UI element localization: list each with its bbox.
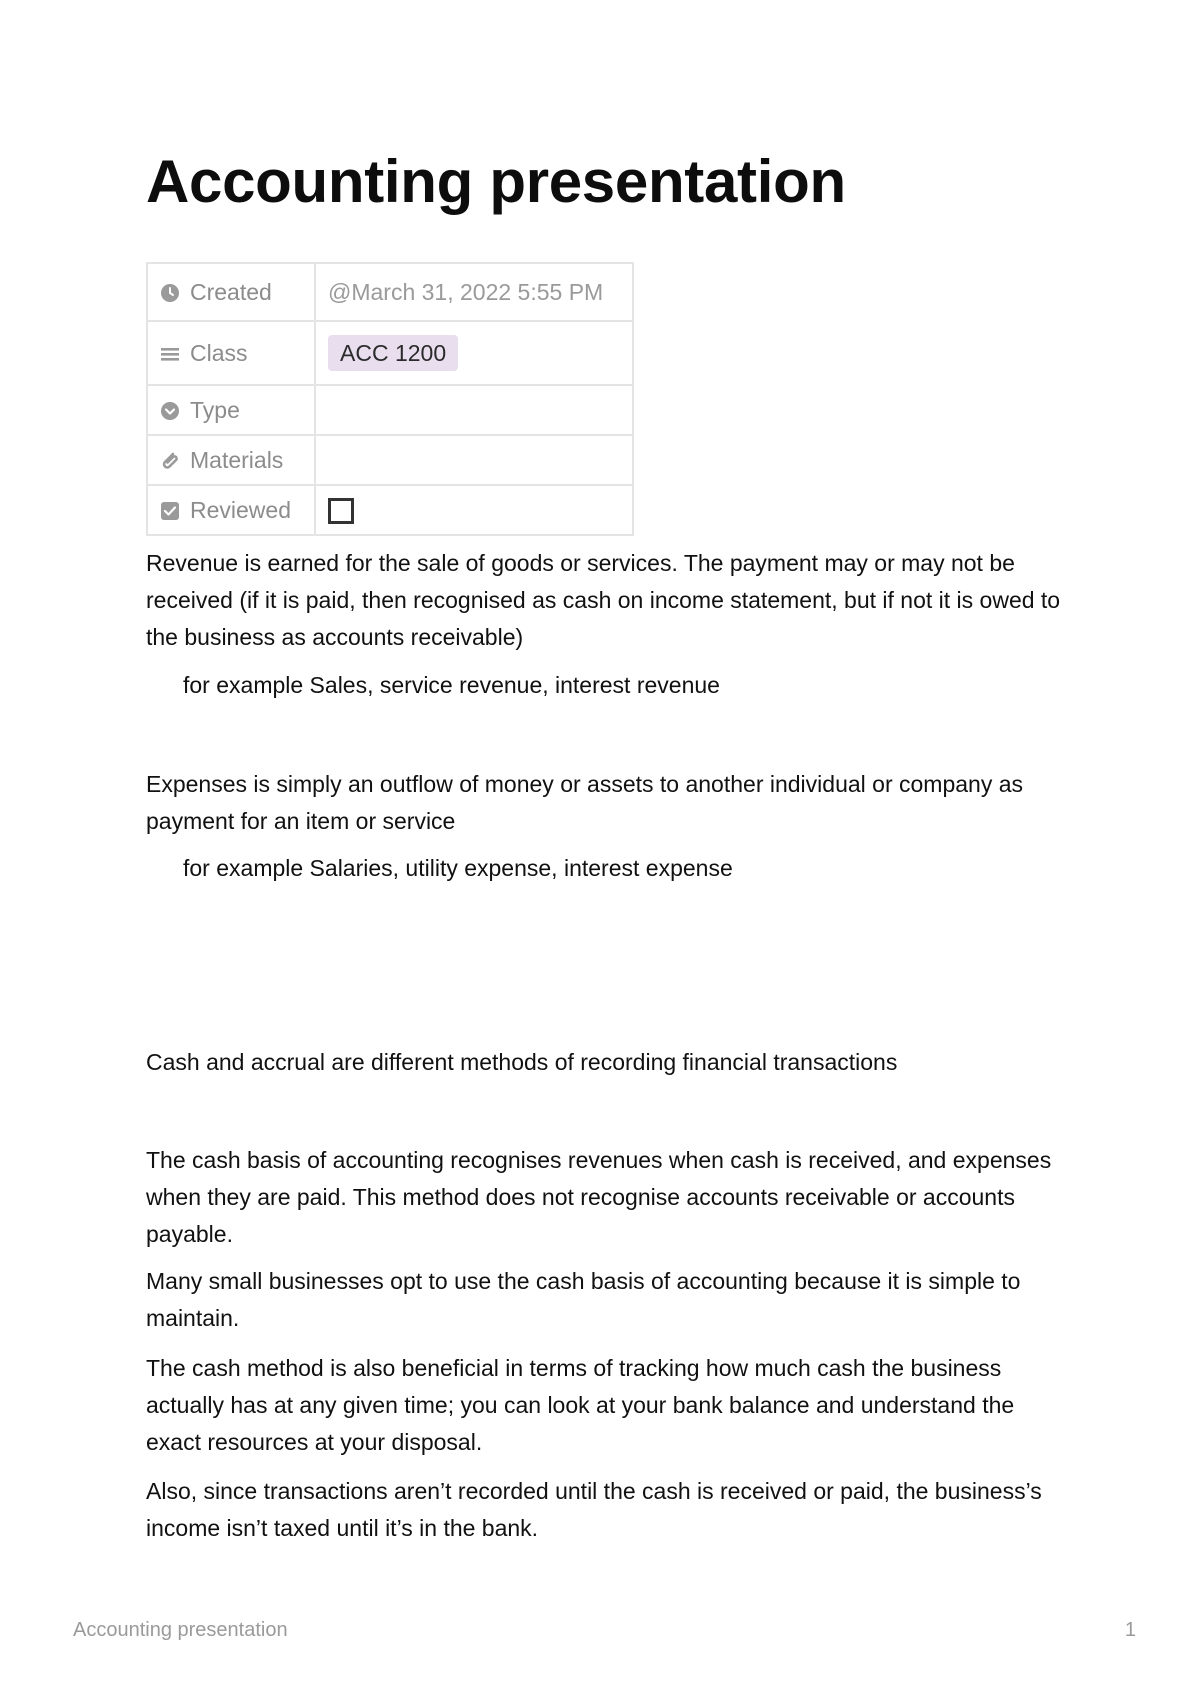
page-title: Accounting presentation	[146, 148, 846, 215]
property-value-materials[interactable]	[315, 435, 633, 485]
property-row-created	[147, 263, 633, 321]
paragraph-cash-accrual: Cash and accrual are different methods of recording financial transactions	[146, 1049, 898, 1075]
property-label: Type	[190, 396, 240, 423]
checkbox-icon	[160, 500, 180, 520]
property-name-created	[147, 263, 315, 321]
paperclip-icon	[160, 450, 180, 470]
paragraph-revenue: Revenue is earned for the sale of goods or services. The payment may or may not be received (if it is paid, then recognised as cash on income statement, but if not it is owed to the business as accounts receivable)	[146, 550, 1061, 650]
paragraph-cash-basis: The cash basis of accounting recognises revenues when cash is received, and expenses when they are paid. This method does not recognise accounts receivable or accounts payable.	[146, 1147, 1052, 1247]
paragraph-taxed: Also, since transactions aren’t recorded until the cash is received or paid, the business’s income isn’t taxed until it’s in the bank.	[146, 1478, 1042, 1541]
list-icon	[160, 343, 180, 363]
chevron-circle-icon	[160, 400, 180, 420]
property-value-type[interactable]	[315, 385, 633, 435]
properties-table	[146, 262, 634, 536]
paragraph-small-businesses: Many small businesses opt to use the cash basis of accounting because it is simple to maintain.	[146, 1268, 1021, 1331]
property-name-reviewed	[147, 485, 315, 535]
property-row-materials	[147, 435, 633, 485]
property-row-reviewed	[147, 485, 633, 535]
paragraph-expenses-example: for example Salaries, utility expense, interest expense	[183, 855, 733, 881]
property-label: Materials	[190, 446, 284, 473]
property-name-type	[147, 385, 315, 435]
paragraph-expenses: Expenses is simply an outflow of money or assets to another individual or company as payment for an item or service	[146, 771, 1023, 834]
paragraph-cash-method: The cash method is also beneficial in terms of tracking how much cash the business actually has at any given time; you can look at your bank balance and understand the exact resources at your disposal.	[146, 1355, 1015, 1455]
property-label: Reviewed	[190, 496, 291, 523]
property-label: Class	[190, 339, 248, 366]
property-row-class	[147, 321, 633, 385]
footer-title: Accounting presentation	[73, 1619, 288, 1641]
property-value-class[interactable]	[315, 321, 633, 385]
class-tag[interactable]: ACC 1200	[328, 335, 458, 371]
property-label: Created	[190, 278, 272, 305]
reviewed-checkbox[interactable]	[328, 498, 354, 524]
clock-icon	[160, 282, 180, 302]
property-row-type	[147, 385, 633, 435]
page-number: 1	[1124, 1619, 1136, 1641]
property-value-created[interactable]: @March 31, 2022 5:55 PM	[315, 263, 633, 321]
paragraph-revenue-example: for example Sales, service revenue, interest revenue	[183, 672, 720, 698]
property-name-materials	[147, 435, 315, 485]
property-name-class	[147, 321, 315, 385]
property-value-reviewed	[315, 485, 633, 535]
